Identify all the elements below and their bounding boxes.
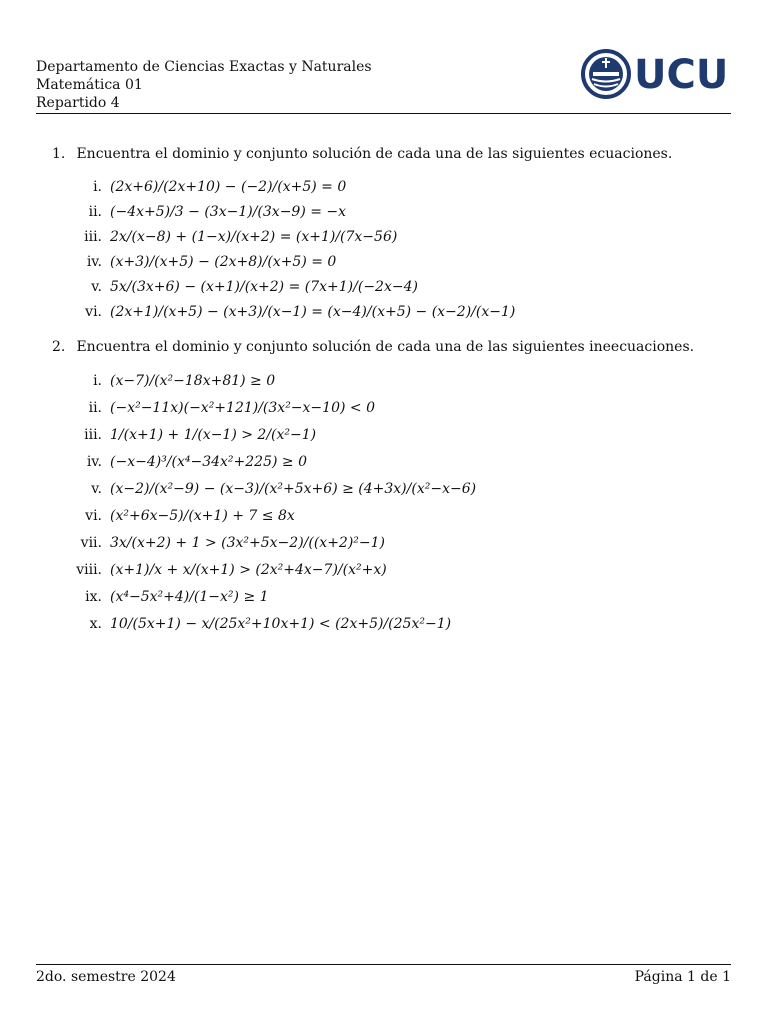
inequality-expression: (x−7)/(x²−18x+81) ≥ 0 <box>110 372 276 389</box>
inequality-expression: (x²+6x−5)/(x+1) + 7 ≤ 8x <box>110 507 295 524</box>
item-label: v. <box>91 278 102 295</box>
department-line: Departamento de Ciencias Exactas y Naturales <box>36 59 372 75</box>
equation-row <box>60 199 660 224</box>
equation-row <box>60 274 660 299</box>
inequality-expression: 3x/(x+2) + 1 > (3x²+5x−2)/((x+2)²−1) <box>110 534 386 551</box>
ucu-logo <box>580 48 732 100</box>
item-label: ix. <box>85 588 102 605</box>
inequality-row <box>60 475 660 502</box>
inequality-row <box>60 556 660 583</box>
inequality-expression: (x⁴−5x²+4)/(1−x²) ≥ 1 <box>110 588 269 605</box>
semester-label: 2do. semestre 2024 <box>36 969 176 985</box>
item-label: v. <box>91 480 102 497</box>
item-label: vi. <box>85 303 102 320</box>
inequality-expression: 1/(x+1) + 1/(x−1) > 2/(x²−1) <box>110 426 317 443</box>
inequality-expression: (x+1)/x + x/(x+1) > (2x²+4x−7)/(x²+x) <box>110 561 387 578</box>
item-label: i. <box>93 372 102 389</box>
equation-row <box>60 249 660 274</box>
item-label: x. <box>89 615 102 632</box>
equation-expression: 2x/(x−8) + (1−x)/(x+2) = (x+1)/(7x−56) <box>110 228 398 245</box>
item-label: viii. <box>76 561 102 578</box>
inequality-expression: 10/(5x+1) − x/(25x²+10x+1) < (2x+5)/(25x²−1) <box>110 615 452 632</box>
item-label: vii. <box>80 534 102 551</box>
equation-row <box>60 299 660 324</box>
item-label: i. <box>93 178 102 195</box>
question-number: 2. <box>52 339 66 355</box>
inequality-row <box>60 394 660 421</box>
page-number: Página 1 de 1 <box>634 969 731 985</box>
question-number: 1. <box>52 146 66 162</box>
footer-rule <box>36 964 731 965</box>
equation-expression: (2x+6)/(2x+10) − (−2)/(x+5) = 0 <box>110 178 347 195</box>
question-text: Encuentra el dominio y conjunto solución de cada una de las siguientes ecuaciones. <box>76 146 673 162</box>
logo-text: UCU <box>634 52 729 98</box>
header-rule <box>36 113 731 114</box>
inequality-row <box>60 610 660 637</box>
inequality-expression: (−x−4)³/(x⁴−34x²+225) ≥ 0 <box>110 453 307 470</box>
inequality-row <box>60 502 660 529</box>
equation-expression: (2x+1)/(x+5) − (x+3)/(x−1) = (x−4)/(x+5) − (x−2)/(x−1) <box>110 303 516 320</box>
inequality-row <box>60 421 660 448</box>
inequality-row <box>60 583 660 610</box>
equation-row <box>60 174 660 199</box>
inequality-expression: (−x²−11x)(−x²+121)/(3x²−x−10) < 0 <box>110 399 375 416</box>
question-2 <box>52 339 694 355</box>
equation-expression: (x+3)/(x+5) − (2x+8)/(x+5) = 0 <box>110 253 337 270</box>
page-header <box>36 58 372 112</box>
question-text: Encuentra el dominio y conjunto solución de cada una de las siguientes ineecuaciones. <box>76 339 695 355</box>
inequality-expression: (x−2)/(x²−9) − (x−3)/(x²+5x+6) ≥ (4+3x)/(x²−x−6) <box>110 480 477 497</box>
equation-expression: (−4x+5)/3 − (3x−1)/(3x−9) = −x <box>110 203 347 220</box>
item-label: vi. <box>85 507 102 524</box>
item-label: iii. <box>84 228 102 245</box>
question-1 <box>52 146 672 162</box>
course-line: Matemática 01 <box>36 77 143 93</box>
inequality-row <box>60 529 660 556</box>
handout-line: Repartido 4 <box>36 95 120 111</box>
inequality-row <box>60 448 660 475</box>
item-label: iii. <box>84 426 102 443</box>
item-label: ii. <box>88 203 102 220</box>
item-label: iv. <box>86 253 102 270</box>
equation-row <box>60 224 660 249</box>
inequality-row <box>60 367 660 394</box>
equation-expression: 5x/(3x+6) − (x+1)/(x+2) = (7x+1)/(−2x−4) <box>110 278 418 295</box>
equation-list <box>60 174 660 324</box>
item-label: iv. <box>86 453 102 470</box>
inequality-list <box>60 367 660 637</box>
item-label: ii. <box>88 399 102 416</box>
